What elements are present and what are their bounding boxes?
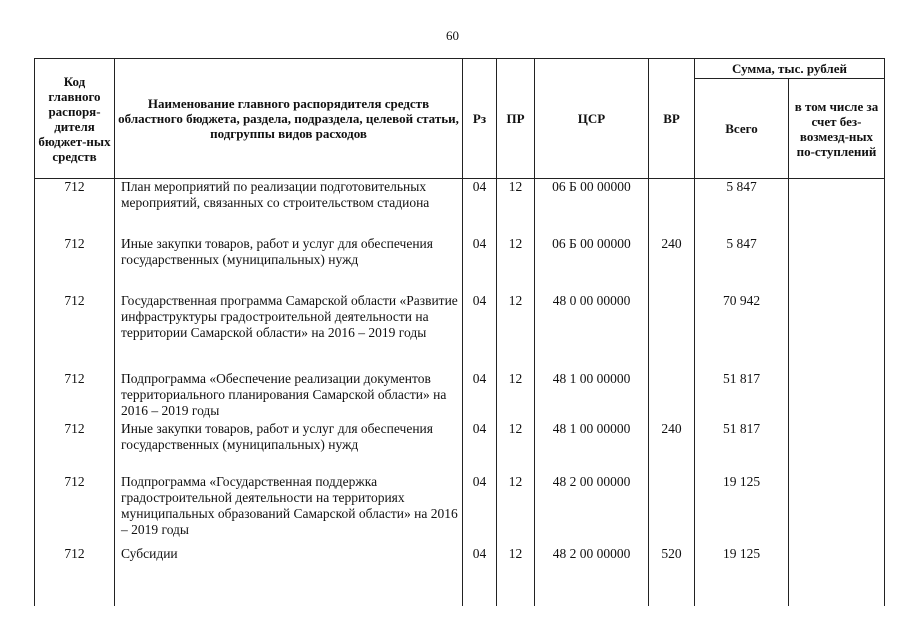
cell-csr: 48 2 00 00000 [535, 546, 649, 606]
cell-name: Субсидии [115, 546, 463, 606]
cell-rz: 04 [463, 474, 497, 546]
budget-table [34, 58, 885, 606]
cell-incl [789, 179, 885, 236]
cell-code: 712 [35, 371, 115, 421]
table-row [35, 421, 885, 474]
header-incl: в том числе за счет без-возмезд-ных по-ступлений [789, 79, 885, 179]
cell-rz: 04 [463, 236, 497, 293]
header-name: Наименование главного распорядителя средств областного бюджета, раздела, подраздела, целевой статьи, подгруппы видов расходов [115, 59, 463, 179]
cell-code: 712 [35, 236, 115, 293]
cell-incl [789, 474, 885, 546]
table-row [35, 179, 885, 236]
table-row [35, 371, 885, 421]
cell-total: 19 125 [695, 474, 789, 546]
cell-name: Иные закупки товаров, работ и услуг для обеспечения государственных (муниципальных) нужд [115, 236, 463, 293]
cell-vr [649, 293, 695, 371]
header-vr: ВР [649, 59, 695, 179]
header-total: Всего [695, 79, 789, 179]
table-row [35, 236, 885, 293]
header-csr: ЦСР [535, 59, 649, 179]
cell-vr [649, 474, 695, 546]
cell-rz: 04 [463, 421, 497, 474]
cell-pr: 12 [497, 179, 535, 236]
cell-code: 712 [35, 293, 115, 371]
table-row [35, 546, 885, 606]
cell-rz: 04 [463, 371, 497, 421]
cell-total: 19 125 [695, 546, 789, 606]
cell-csr: 48 1 00 00000 [535, 371, 649, 421]
cell-pr: 12 [497, 236, 535, 293]
cell-vr: 240 [649, 236, 695, 293]
cell-csr: 48 1 00 00000 [535, 421, 649, 474]
cell-total: 51 817 [695, 371, 789, 421]
cell-csr: 06 Б 00 00000 [535, 236, 649, 293]
cell-pr: 12 [497, 371, 535, 421]
cell-code: 712 [35, 546, 115, 606]
cell-name: Подпрограмма «Государственная поддержка градостроительной деятельности на территориях муниципальных образований Самарской области» на 2016 – 2019 годы [115, 474, 463, 546]
cell-vr: 520 [649, 546, 695, 606]
header-rz: Рз [463, 59, 497, 179]
cell-pr: 12 [497, 293, 535, 371]
cell-code: 712 [35, 179, 115, 236]
cell-csr: 48 0 00 00000 [535, 293, 649, 371]
cell-name: Подпрограмма «Обеспечение реализации документов территориального планирования Самарской области» на 2016 – 2019 годы [115, 371, 463, 421]
cell-rz: 04 [463, 546, 497, 606]
cell-csr: 48 2 00 00000 [535, 474, 649, 546]
cell-total: 5 847 [695, 179, 789, 236]
cell-pr: 12 [497, 474, 535, 546]
page-number: 60 [446, 28, 459, 43]
header-pr: ПР [497, 59, 535, 179]
cell-incl [789, 293, 885, 371]
cell-vr: 240 [649, 421, 695, 474]
cell-total: 51 817 [695, 421, 789, 474]
cell-name: Иные закупки товаров, работ и услуг для обеспечения государственных (муниципальных) нужд [115, 421, 463, 474]
cell-total: 70 942 [695, 293, 789, 371]
cell-incl [789, 236, 885, 293]
cell-name: План мероприятий по реализации подготовительных мероприятий, связанных со строительством стадиона [115, 179, 463, 236]
cell-rz: 04 [463, 293, 497, 371]
header-sum: Сумма, тыс. рублей [695, 59, 885, 79]
cell-pr: 12 [497, 546, 535, 606]
cell-vr [649, 179, 695, 236]
cell-rz: 04 [463, 179, 497, 236]
cell-incl [789, 371, 885, 421]
table-row [35, 293, 885, 371]
cell-incl [789, 421, 885, 474]
cell-incl [789, 546, 885, 606]
header-code: Код главного распоря-дителя бюджет-ных средств [35, 59, 115, 179]
cell-code: 712 [35, 474, 115, 546]
cell-vr [649, 371, 695, 421]
cell-total: 5 847 [695, 236, 789, 293]
table-row [35, 474, 885, 546]
cell-code: 712 [35, 421, 115, 474]
cell-pr: 12 [497, 421, 535, 474]
cell-name: Государственная программа Самарской области «Развитие инфраструктуры градостроительной деятельности на территории Самарской области» на 2016 – 2019 годы [115, 293, 463, 371]
cell-csr: 06 Б 00 00000 [535, 179, 649, 236]
